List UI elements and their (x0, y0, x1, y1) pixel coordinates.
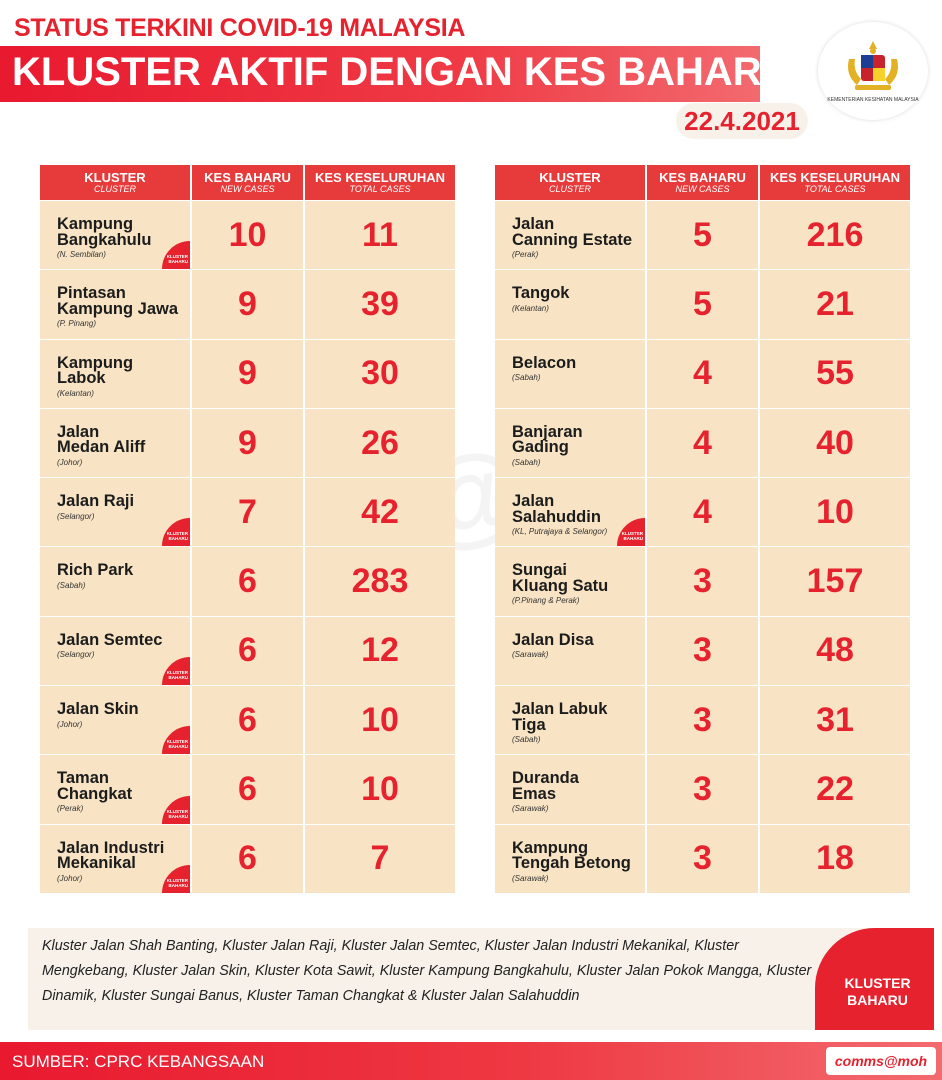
cluster-name: Tangok (512, 284, 570, 303)
new-cases-value: 9 (238, 354, 257, 393)
new-cases-value: 3 (693, 700, 712, 739)
new-cases-value: 6 (238, 839, 257, 878)
total-cases-cell (760, 270, 910, 338)
new-cases-cell (647, 825, 760, 893)
new-cases-value: 3 (693, 562, 712, 601)
table-row (40, 616, 455, 685)
new-cases-value: 4 (693, 492, 712, 531)
cluster-cell (495, 270, 647, 338)
cluster-table-left (40, 165, 455, 893)
total-cases-value: 39 (361, 284, 399, 323)
new-cases-value: 6 (238, 700, 257, 739)
total-cases-cell (305, 340, 455, 408)
cluster-name: Jalan Industri Mekanikal (57, 838, 165, 873)
new-cases-value: 6 (238, 562, 257, 601)
table-row (40, 339, 455, 408)
cluster-name: Sungai Kluang Satu (512, 561, 609, 595)
cluster-cell (40, 755, 192, 823)
total-cases-value: 30 (361, 354, 399, 393)
cluster-state: (Kelantan) (512, 303, 549, 313)
header-new-label: KES BAHARU (204, 170, 291, 185)
cluster-name: Jalan Raji (57, 492, 135, 511)
cluster-state: (P. Pinang) (57, 319, 96, 329)
header-total-sublabel: TOTAL CASES (349, 184, 411, 194)
table-body (495, 200, 910, 893)
table-row (495, 546, 910, 615)
new-cases-value: 7 (238, 492, 257, 531)
cluster-state: (Sabah) (512, 735, 541, 745)
new-cases-value: 6 (238, 631, 257, 670)
cluster-cell (495, 547, 647, 615)
cluster-state: (Sarawak) (512, 650, 549, 660)
cluster-cell (40, 270, 192, 338)
total-cases-cell (305, 547, 455, 615)
total-cases-cell (305, 478, 455, 546)
header-cluster-sublabel: CLUSTER (93, 184, 136, 194)
total-cases-cell (760, 340, 910, 408)
badge-line2: BAHARU (168, 536, 188, 542)
new-cases-cell (192, 201, 305, 269)
cluster-cell (40, 686, 192, 754)
cluster-cell (495, 478, 647, 546)
new-cases-value: 5 (693, 215, 712, 254)
badge-line1: KLUSTER (166, 877, 188, 883)
total-cases-value: 216 (806, 215, 864, 254)
total-cases-cell (760, 755, 910, 823)
badge-line1: KLUSTER (621, 531, 643, 537)
new-cases-value: 4 (693, 423, 712, 462)
cluster-table-right (495, 165, 910, 893)
cluster-name: Belacon (512, 353, 577, 372)
total-cases-value: 21 (816, 284, 854, 323)
total-cases-value: 18 (816, 839, 854, 878)
new-cases-cell (192, 270, 305, 338)
new-cases-cell (192, 547, 305, 615)
total-cases-value: 31 (816, 700, 854, 739)
cluster-cell (40, 617, 192, 685)
header-new-label: KES BAHARU (659, 170, 746, 185)
total-cases-value: 157 (806, 562, 864, 601)
total-cases-value: 10 (361, 770, 399, 809)
total-cases-value: 26 (361, 423, 399, 462)
table-row (495, 269, 910, 338)
new-cases-cell (647, 201, 760, 269)
total-cases-value: 48 (816, 631, 854, 670)
table-row (40, 754, 455, 823)
cluster-cell (495, 755, 647, 823)
cluster-state: (Sabah) (512, 457, 541, 467)
table-row (495, 200, 910, 269)
page-title: KLUSTER AKTIF DENGAN KES BAHARU (12, 50, 791, 94)
table-body (40, 200, 455, 893)
new-cases-cell (647, 340, 760, 408)
cluster-name: Taman Changkat (57, 769, 133, 803)
total-cases-cell (760, 547, 910, 615)
cluster-state: (Perak) (512, 250, 539, 259)
total-cases-cell (305, 825, 455, 893)
new-cases-value: 6 (238, 770, 257, 809)
cluster-name: Jalan Medan Aliff (57, 422, 146, 457)
new-cases-cell (647, 617, 760, 685)
header-new-cases (192, 165, 305, 200)
cluster-name: Jalan Salahuddin (512, 492, 601, 526)
cluster-state: (Selangor) (57, 650, 95, 660)
badge-line2: BAHARU (168, 813, 188, 819)
cluster-state: (Sarawak) (512, 804, 549, 814)
table-row (495, 754, 910, 823)
cluster-cell (495, 340, 647, 408)
cluster-name: Banjaran Gading (512, 422, 583, 457)
total-cases-value: 283 (351, 562, 409, 601)
table-row (495, 616, 910, 685)
new-cases-value: 9 (238, 423, 257, 462)
cluster-name: Jalan Labuk Tiga (512, 700, 608, 734)
source-text: SUMBER: CPRC KEBANGSAAN (12, 1052, 265, 1071)
cluster-cell (40, 201, 192, 269)
cluster-cell (495, 201, 647, 269)
total-cases-value: 42 (361, 492, 399, 531)
badge-line2: BAHARU (168, 259, 188, 265)
new-cases-cell (192, 409, 305, 477)
new-clusters-label-line1: KLUSTER (844, 975, 911, 991)
table-row (495, 685, 910, 754)
total-cases-cell (305, 409, 455, 477)
new-cases-cell (192, 825, 305, 893)
cluster-cell (495, 686, 647, 754)
header-cluster-label: KLUSTER (539, 170, 601, 185)
cluster-cell (40, 547, 192, 615)
cluster-state: (N. Sembilan) (57, 250, 106, 259)
cluster-state: (Perak) (57, 804, 84, 814)
cluster-cell (40, 478, 192, 546)
table-header (495, 165, 910, 200)
badge-line2: BAHARU (168, 882, 188, 888)
table-header (40, 165, 455, 200)
cluster-state: (Selangor) (57, 511, 95, 521)
new-cases-value: 9 (238, 284, 257, 323)
header-total-label: KES KESELURUHAN (314, 170, 445, 185)
badge-line1: KLUSTER (166, 739, 188, 745)
new-cases-cell (647, 478, 760, 546)
cluster-cell (495, 617, 647, 685)
cluster-state: (Kelantan) (57, 388, 94, 398)
total-cases-value: 40 (816, 423, 854, 462)
total-cases-cell (760, 617, 910, 685)
cluster-state: (Johor) (57, 719, 83, 729)
badge-line2: BAHARU (168, 744, 188, 750)
table-row (40, 408, 455, 477)
table-row (495, 824, 910, 893)
new-cases-cell (192, 686, 305, 754)
header-cluster-label: KLUSTER (84, 170, 146, 185)
table-row (40, 824, 455, 893)
total-cases-value: 7 (370, 839, 390, 878)
table-row (40, 477, 455, 546)
total-cases-cell (305, 617, 455, 685)
cluster-state: (Sarawak) (512, 873, 549, 883)
cluster-state: (Sabah) (512, 373, 541, 383)
total-cases-cell (305, 686, 455, 754)
date-badge: 22.4.2021 (676, 103, 808, 139)
cluster-cell (40, 409, 192, 477)
new-cases-cell (192, 340, 305, 408)
table-row (495, 339, 910, 408)
cluster-name: Kampung Bangkahulu (57, 215, 152, 249)
new-cases-cell (647, 686, 760, 754)
table-row (40, 269, 455, 338)
new-cases-value: 10 (228, 215, 267, 254)
badge-line1: KLUSTER (166, 808, 188, 814)
cluster-name: Duranda Emas (512, 769, 579, 803)
total-cases-cell (760, 686, 910, 754)
header-new-sublabel: NEW CASES (675, 184, 730, 194)
cluster-name: Kampung Tengah Betong (512, 838, 631, 873)
cluster-cell (495, 409, 647, 477)
header (0, 0, 942, 145)
total-cases-value: 11 (362, 215, 398, 254)
cluster-state: (P.Pinang & Perak) (512, 596, 580, 606)
badge-line2: BAHARU (623, 536, 643, 542)
new-cases-cell (647, 270, 760, 338)
header-total-label: KES KESELURUHAN (769, 170, 900, 185)
new-cluster-badge (162, 726, 190, 754)
new-cases-value: 3 (693, 839, 712, 878)
total-cases-cell (760, 825, 910, 893)
moh-logo (818, 22, 928, 120)
table-row (40, 685, 455, 754)
cluster-name: Jalan Semtec (57, 630, 163, 649)
new-clusters-panel (28, 928, 934, 1030)
new-clusters-label-line2: BAHARU (847, 992, 908, 1008)
new-clusters-list: Kluster Jalan Shah Banting, Kluster Jalan Raji, Kluster Jalan Semtec, Kluster Jalan Industri Mekanikal, Kluster Mengkebang, Kluster Jalan Skin, Kluster Kota Sawit, Kluster Kampung Bangkahulu, Kluster Jalan Pokok Mangga, Kluster Dinamik, Kluster Sungai Banus, Kluster Taman Changkat & Kluster Jalan Salahuddin (42, 938, 812, 1004)
cluster-state: (Johor) (57, 873, 83, 883)
cluster-cell (495, 825, 647, 893)
badge-line1: KLUSTER (166, 531, 188, 537)
new-cases-cell (192, 478, 305, 546)
new-cases-cell (647, 409, 760, 477)
cluster-state: (Sabah) (57, 580, 86, 590)
new-cases-cell (192, 755, 305, 823)
new-cases-value: 3 (693, 631, 712, 670)
table-row (495, 408, 910, 477)
total-cases-cell (305, 270, 455, 338)
new-cluster-badge (162, 657, 190, 685)
header-new-sublabel: NEW CASES (220, 184, 275, 194)
new-cases-cell (647, 547, 760, 615)
cluster-cell (40, 340, 192, 408)
new-cases-value: 3 (693, 770, 712, 809)
comms-handle: comms@moh (826, 1047, 936, 1075)
total-cases-cell (305, 755, 455, 823)
total-cases-cell (760, 478, 910, 546)
logo-text: KEMENTERIAN KESIHATAN MALAYSIA (827, 97, 919, 103)
cluster-name: Kampung Labok (57, 353, 134, 388)
header-cluster-sublabel: CLUSTER (548, 184, 591, 194)
new-cases-cell (647, 755, 760, 823)
header-total-sublabel: TOTAL CASES (804, 184, 866, 194)
table-row (40, 200, 455, 269)
badge-line1: KLUSTER (166, 254, 188, 260)
total-cases-cell (305, 201, 455, 269)
total-cases-value: 22 (816, 770, 854, 809)
cluster-name: Rich Park (57, 561, 134, 580)
coat-of-arms-icon (843, 39, 903, 95)
total-cases-value: 10 (361, 700, 399, 739)
total-cases-cell (760, 409, 910, 477)
header-total-cases (305, 165, 455, 200)
footer (0, 1042, 942, 1080)
total-cases-cell (760, 201, 910, 269)
header-new-cases (647, 165, 760, 200)
cluster-name: Jalan Disa (512, 630, 594, 649)
total-cases-value: 10 (816, 492, 854, 531)
header-total-cases (760, 165, 910, 200)
new-cases-value: 4 (693, 354, 712, 393)
new-cluster-badge (162, 518, 190, 546)
cluster-state: (KL, Putrajaya & Selangor) (512, 527, 608, 537)
cluster-name: Pintasan Kampung Jawa (57, 284, 179, 318)
cluster-name: Jalan Skin (57, 700, 139, 719)
badge-line1: KLUSTER (166, 670, 188, 676)
total-cases-value: 12 (361, 631, 399, 670)
page-subtitle: STATUS TERKINI COVID-19 MALAYSIA (14, 14, 466, 42)
cluster-state: (Johor) (57, 457, 83, 467)
header-cluster (40, 165, 192, 200)
cluster-name: Jalan Canning Estate (512, 215, 633, 249)
badge-line2: BAHARU (168, 675, 188, 681)
header-cluster (495, 165, 647, 200)
new-cases-cell (192, 617, 305, 685)
total-cases-value: 55 (816, 354, 854, 393)
cluster-cell (40, 825, 192, 893)
table-row (495, 477, 910, 546)
new-cases-value: 5 (693, 284, 712, 323)
table-row (40, 546, 455, 615)
